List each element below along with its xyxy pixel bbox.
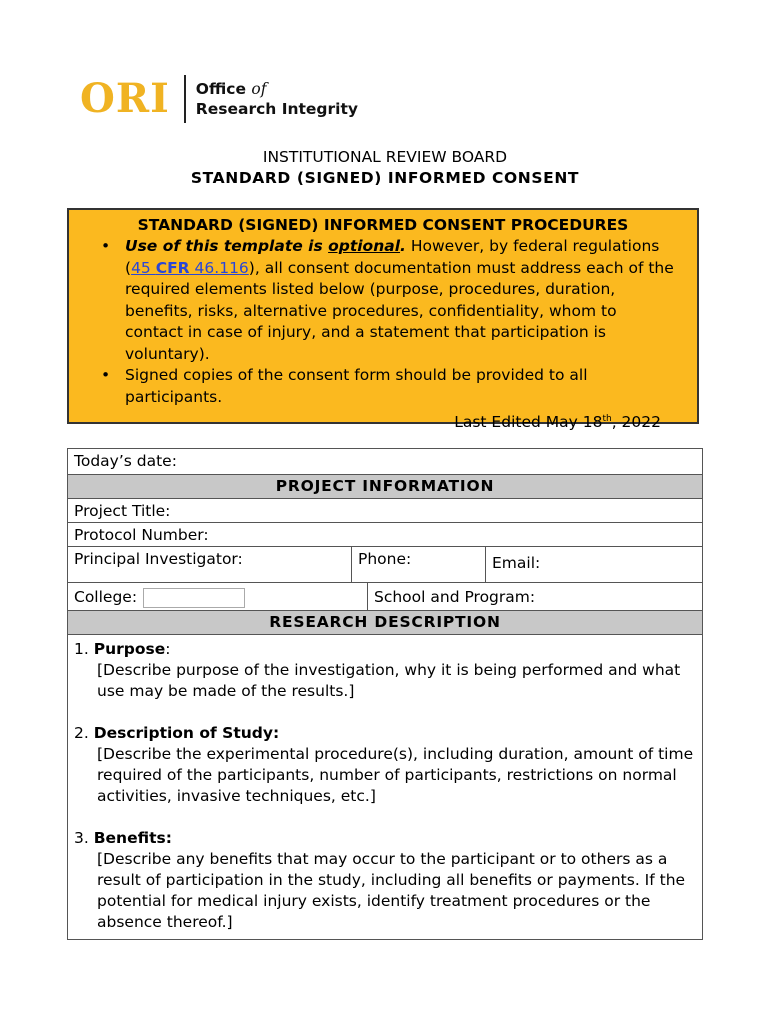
research-item-description: 2. Description of Study: [Describe the experimental procedure(s), including duration, amount of time required of the participants, number of participants, restrictions on normal activities, invasive techniques, etc.] (74, 723, 696, 807)
phone-label: Phone: (358, 550, 412, 568)
project-information-heading: PROJECT INFORMATION (68, 475, 702, 499)
document-title: STANDARD (SIGNED) INFORMED CONSENT (190, 169, 580, 187)
college-cell (68, 583, 367, 610)
bullet1-text-a: However, by federal regulations ( (125, 237, 660, 277)
bullet-icon: • (101, 237, 111, 255)
pi-row (68, 547, 702, 583)
todays-date-row[interactable] (68, 449, 702, 475)
logo-of: of (251, 80, 267, 98)
phone-cell[interactable] (351, 547, 485, 582)
last-edited: Last Edited May 18th, 2022 (454, 413, 661, 432)
purpose-body: [Describe purpose of the investigation, why it is being performed and what use may be made of the results.] (97, 661, 681, 700)
ori-logo (80, 72, 358, 126)
school-program-label: School and Program: (374, 588, 536, 606)
protocol-number-label: Protocol Number: (74, 526, 209, 544)
bullet2-text: Signed copies of the consent form should be provided to all participants. (125, 366, 588, 406)
research-description-body (68, 635, 702, 939)
template-optional-note: Use of this template is optional. (125, 237, 406, 255)
logo-divider (184, 75, 186, 123)
procedures-title: STANDARD (SIGNED) INFORMED CONSENT PROCEDURES (137, 216, 629, 234)
logo-research-integrity: Research Integrity (195, 100, 358, 118)
institutional-review-board-heading: INSTITUTIONAL REVIEW BOARD (262, 148, 508, 166)
project-title-label: Project Title: (74, 502, 171, 520)
cfr-link[interactable]: 45 CFR 46.116 (131, 258, 249, 277)
bullet1-text-b: ), all consent documentation must address each of the required elements listed below (purpose, procedures, duration, benefits, risks, alternative procedures, confidentiality, whom to contact in case of injury, and a statement that participation is voluntary). (125, 258, 674, 363)
research-item-purpose: 1. Purpose: [Describe purpose of the investigation, why it is being performed and what use may be made of the results.] (74, 639, 696, 702)
college-label: College: (74, 588, 138, 606)
purpose-title: Purpose (93, 640, 166, 658)
pi-cell[interactable] (68, 547, 351, 582)
logo-text (196, 79, 358, 119)
description-body: [Describe the experimental procedure(s), including duration, amount of time required of the participants, number of participants, restrictions on normal activities, invasive techniques, etc.] (97, 745, 694, 805)
college-dropdown[interactable] (143, 588, 245, 608)
email-label: Email: (492, 554, 541, 572)
project-title-row[interactable] (68, 499, 702, 523)
description-title: Description of Study: (93, 724, 280, 742)
benefits-body: [Describe any benefits that may occur to the participant or to others as a result of participation in the study, including all benefits or payments. If the potential for medical injury exists, identify treatment procedures or the absence thereof.] (97, 850, 686, 931)
bullet-icon: • (101, 366, 111, 384)
benefits-title: Benefits: (93, 829, 172, 847)
ori-logo-mark: ORI (80, 75, 170, 122)
consent-procedures-box (67, 208, 699, 432)
protocol-number-row[interactable] (68, 523, 702, 547)
college-row (68, 583, 702, 611)
logo-office: Office (195, 80, 252, 98)
procedures-bullet-2 (101, 365, 697, 408)
research-description-heading: RESEARCH DESCRIPTION (68, 611, 702, 635)
research-item-benefits: 3. Benefits: [Describe any benefits that may occur to the participant or to others as a result of participation in the study, including all benefits or payments. If the potential for medical injury exists, identify treatment procedures or the absence thereof.] (74, 828, 696, 933)
pi-label: Principal Investigator: (74, 550, 243, 568)
procedures-list (69, 236, 697, 408)
email-cell[interactable] (485, 547, 702, 582)
todays-date-label: Today’s date: (74, 452, 177, 470)
school-program-cell[interactable] (367, 583, 702, 610)
procedures-bullet-1 (101, 236, 697, 365)
consent-form-table (67, 448, 703, 940)
